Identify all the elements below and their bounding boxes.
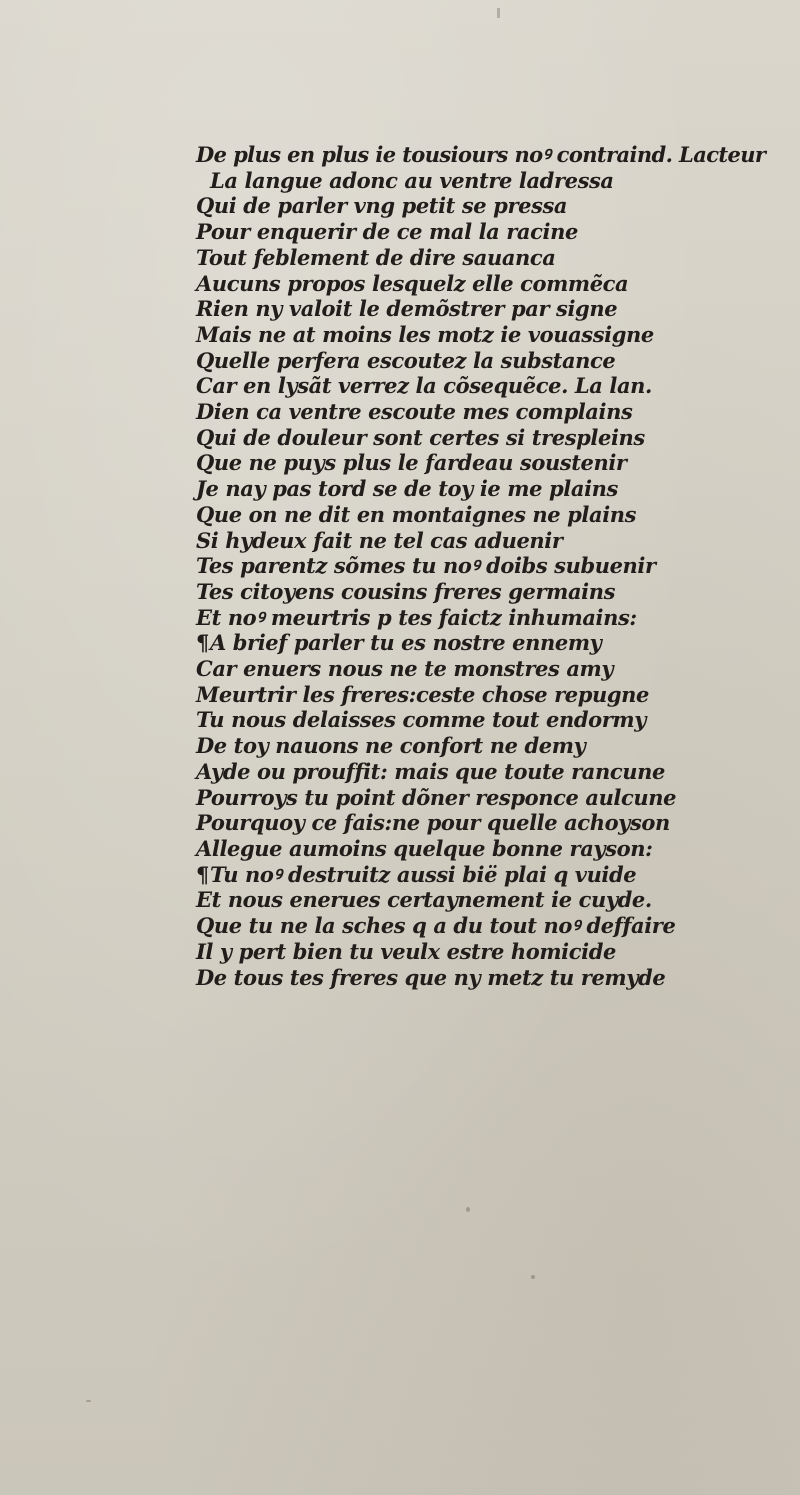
text-line: Si hydeux fait ne tel cas aduenir (196, 527, 563, 553)
text-line: Pourquoy ce fais:ne pour quelle achoyson (196, 810, 670, 836)
text-line: Car en lysãt verrez la cõsequẽce. La lan. (196, 373, 652, 399)
text-line: Dien ca ventre escoute mes complains (196, 399, 633, 425)
text-line: Allegue aumoins quelque bonne rayson: (196, 835, 653, 861)
pilcrow-mark: ¶ (196, 861, 209, 887)
text-line: De tous tes freres que ny metz tu remyde (196, 964, 666, 990)
text-line: Mais ne at moins les motz ie vouassigne (196, 321, 654, 347)
text-line: Quelle perfera escoutez la substance (196, 347, 616, 373)
text-line: Tout feblement de dire sauanca (196, 244, 556, 270)
text-line: Je nay pas tord se de toy ie me plains (196, 476, 618, 502)
text-line: Et nous enerues certaynement ie cuyde. (196, 887, 652, 913)
page-edge-mark (497, 8, 500, 18)
pilcrow-mark: ¶ (196, 630, 209, 656)
text-line: Tu noꝰ destruitz aussi bië plai q vuide (209, 861, 637, 887)
paper-speck (466, 1207, 470, 1212)
text-line: Que ne puys plus le fardeau soustenir (196, 450, 627, 476)
text-line: Et noꝰ meurtris p tes faictz inhumains: (196, 604, 637, 630)
text-line: De plus en plus ie tousiours noꝰ contraind. Lacteur (196, 142, 766, 167)
text-line: Meurtrir les freres:ceste chose repugne (196, 681, 649, 707)
text-block (196, 142, 776, 990)
text-line: Pour enquerir de ce mal la racine (196, 219, 578, 245)
text-line: A brief parler tu es nostre ennemy (209, 630, 602, 656)
text-line: Ayde ou prouffit: mais que toute rancune (196, 758, 665, 784)
text-line: De toy nauons ne confort ne demy (196, 733, 586, 759)
text-line: Qui de douleur sont certes si trespleins (196, 424, 645, 450)
text-line: Rien ny valoit le demõstrer par signe (196, 296, 618, 322)
paper-speck (86, 1400, 91, 1402)
text-line: Qui de parler vng petit se pressa (196, 193, 568, 219)
text-line: Aucuns propos lesquelz elle commẽca (196, 270, 629, 296)
text-line-with-pilcrow (196, 862, 776, 888)
paper-speck (531, 1275, 535, 1279)
text-line: Car enuers nous ne te monstres amy (196, 656, 614, 682)
text-line: Que tu ne la sches q a du tout noꝰ deffaire (196, 913, 676, 939)
text-line: Pourroys tu point dõner responce aulcune (196, 784, 677, 810)
text-line: Tes parentz sõmes tu noꝰ doibs subuenir (196, 553, 656, 579)
text-line: La langue adonc au ventre ladressa (210, 167, 614, 193)
text-line: Tu nous delaisses comme tout endormy (196, 707, 646, 733)
text-line: Tes citoyens cousins freres germains (196, 578, 616, 604)
text-line: Il y pert bien tu veulx estre homicide (196, 938, 616, 964)
text-line: Que on ne dit en montaignes ne plains (196, 501, 637, 527)
text-line-with-pilcrow (196, 630, 776, 656)
